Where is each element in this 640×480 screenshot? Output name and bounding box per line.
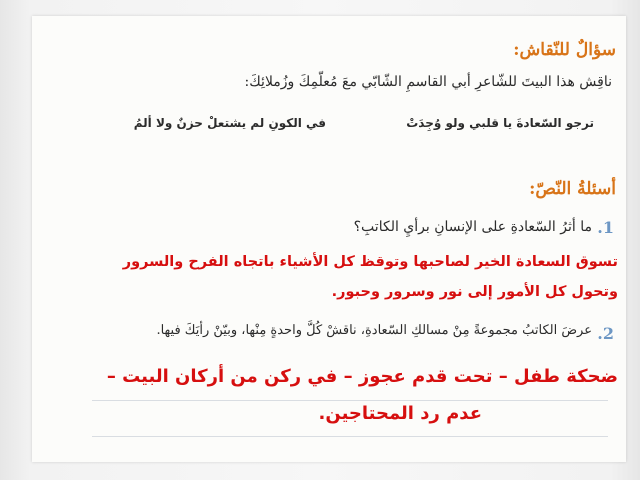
question-1-number: 1. [597,218,614,237]
answer-line [92,400,608,401]
textbook-page [32,16,626,462]
question-2-answer-line2: عدم رد المحتاجين. [318,403,482,424]
question-1-text: ما أثرُ السّعادةِ على الإنسانِ برأيِ الكاتبِ؟ [353,219,592,235]
question-1-answer-line2: وتحول كل الأمور إلى نور وسرور وحبور. [331,284,618,300]
question-2-number: 2. [597,324,614,343]
question-2-text: عرضَ الكاتبُ مجموعةً مِنْ مسالكِ السّعادةِ، ناقشْ كُلَّ واحدةٍ مِنْها، وبيّنْ رأيَكَ فيها. [156,323,592,338]
verse-second-half: في الكونِ لم يشتعلْ حزنٌ ولا ألمُ [133,116,326,130]
text-questions-heading: أسئلةُ النّصّ: [529,179,616,199]
question-2-answer-line1: ضحكة طفل – تحت قدم عجوز – في ركن من أركان البيت – [106,366,618,387]
answer-line [92,436,608,437]
discussion-heading: سؤالٌ للنّقاش: [513,40,616,60]
verse-first-half: ترجو السّعادةَ يا قلبي ولو وُجِدَتْ [406,116,594,130]
discussion-prompt: ناقِش هذا البيتَ للشّاعرِ أبي القاسمِ الشّابّي معَ مُعلّمِكَ وزُملائِكَ: [244,74,612,90]
question-1-answer-line1: تسوق السعادة الخير لصاحبها وتوقظ كل الأشياء باتجاه الفرح والسرور [122,254,618,270]
